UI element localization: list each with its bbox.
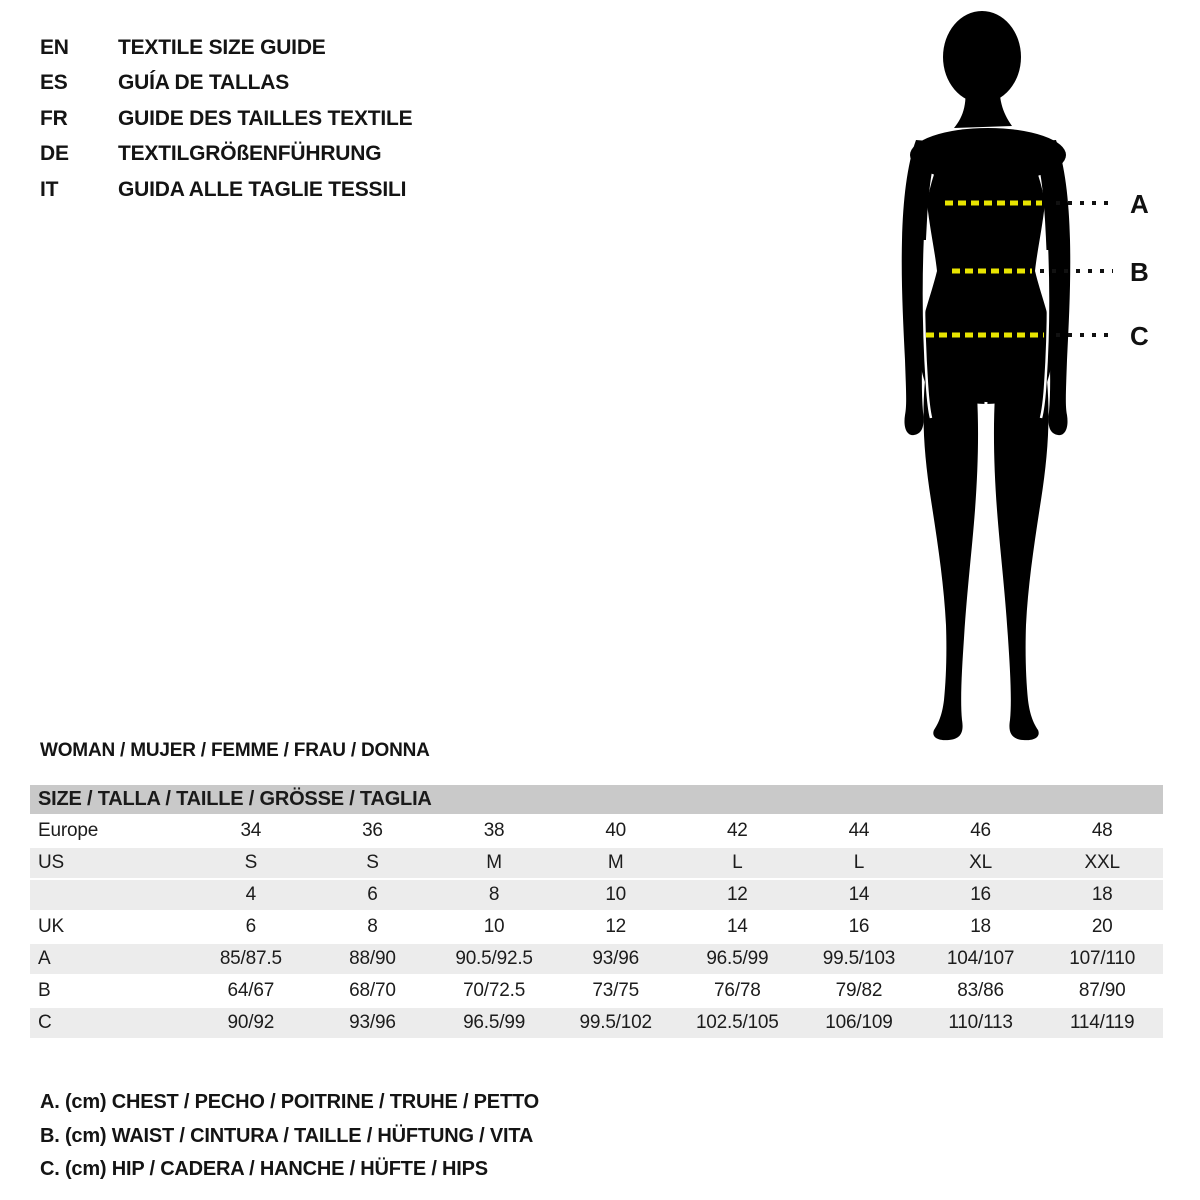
table-cell: 96.5/99 xyxy=(433,1007,555,1039)
table-cell: 10 xyxy=(555,879,677,911)
table-cell: 20 xyxy=(1041,911,1163,943)
row-label: C xyxy=(30,1007,190,1039)
table-cell: 14 xyxy=(677,911,799,943)
language-row xyxy=(40,137,412,173)
table-cell: 70/72.5 xyxy=(433,975,555,1007)
table-cell: 6 xyxy=(190,911,312,943)
table-cell: 102.5/105 xyxy=(677,1007,799,1039)
table-cell: 106/109 xyxy=(798,1007,920,1039)
table-cell: 8 xyxy=(433,879,555,911)
table-cell: 99.5/103 xyxy=(798,943,920,975)
table-row-waist-b xyxy=(30,975,1163,1007)
table-cell: 46 xyxy=(920,815,1042,847)
legend-line-chest: A. (cm) CHEST / PECHO / POITRINE / TRUHE / PETTO xyxy=(40,1091,539,1113)
table-cell: 96.5/99 xyxy=(677,943,799,975)
row-label: UK xyxy=(30,911,190,943)
row-label xyxy=(30,879,190,911)
size-table xyxy=(30,785,1163,1040)
table-cell: 18 xyxy=(920,911,1042,943)
woman-silhouette-figure xyxy=(860,0,1200,745)
table-cell: M xyxy=(555,847,677,879)
table-header-row xyxy=(30,785,1163,815)
table-cell: 99.5/102 xyxy=(555,1007,677,1039)
table-cell: 16 xyxy=(798,911,920,943)
table-cell: 10 xyxy=(433,911,555,943)
table-cell: 6 xyxy=(312,879,434,911)
table-cell: 85/87.5 xyxy=(190,943,312,975)
table-cell: 34 xyxy=(190,815,312,847)
table-cell: 40 xyxy=(555,815,677,847)
table-cell: 38 xyxy=(433,815,555,847)
guide-title-es: GUÍA DE TALLAS xyxy=(118,71,290,95)
language-code: EN xyxy=(40,35,69,59)
table-header: SIZE / TALLA / TAILLE / GRÖSSE / TAGLIA xyxy=(30,785,1163,815)
table-row-us-number xyxy=(30,879,1163,911)
marker-label-b: B xyxy=(1130,257,1149,287)
table-cell: 42 xyxy=(677,815,799,847)
language-code: IT xyxy=(40,177,59,201)
table-row-europe xyxy=(30,815,1163,847)
language-row xyxy=(40,66,412,102)
table-cell: 87/90 xyxy=(1041,975,1163,1007)
table-cell: 79/82 xyxy=(798,975,920,1007)
marker-label-a: A xyxy=(1130,189,1149,219)
guide-title-fr: GUIDE DES TAILLES TEXTILE xyxy=(118,106,413,130)
language-code: DE xyxy=(40,142,69,166)
table-cell: 36 xyxy=(312,815,434,847)
table-cell: 104/107 xyxy=(920,943,1042,975)
table-cell: 68/70 xyxy=(312,975,434,1007)
table-cell: M xyxy=(433,847,555,879)
table-cell: S xyxy=(190,847,312,879)
table-cell: 64/67 xyxy=(190,975,312,1007)
table-cell: 4 xyxy=(190,879,312,911)
table-cell: S xyxy=(312,847,434,879)
table-cell: 12 xyxy=(677,879,799,911)
table-cell: 14 xyxy=(798,879,920,911)
table-cell: 16 xyxy=(920,879,1042,911)
guide-title-de: TEXTILGRÖßENFÜHRUNG xyxy=(118,142,382,166)
row-label: A xyxy=(30,943,190,975)
table-row-us-letter xyxy=(30,847,1163,879)
table-cell: L xyxy=(677,847,799,879)
table-cell: 12 xyxy=(555,911,677,943)
table-cell: 110/113 xyxy=(920,1007,1042,1039)
marker-label-c: C xyxy=(1130,321,1149,351)
table-cell: 88/90 xyxy=(312,943,434,975)
legend-line-hip: C. (cm) HIP / CADERA / HANCHE / HÜFTE / HIPS xyxy=(40,1158,488,1180)
table-cell: 90.5/92.5 xyxy=(433,943,555,975)
table-cell: 93/96 xyxy=(312,1007,434,1039)
table-cell: 107/110 xyxy=(1041,943,1163,975)
table-cell: 48 xyxy=(1041,815,1163,847)
table-cell: L xyxy=(798,847,920,879)
language-row xyxy=(40,30,412,66)
table-cell: 93/96 xyxy=(555,943,677,975)
row-label: B xyxy=(30,975,190,1007)
table-cell: XXL xyxy=(1041,847,1163,879)
table-cell: 114/119 xyxy=(1041,1007,1163,1039)
table-cell: 44 xyxy=(798,815,920,847)
language-code: ES xyxy=(40,71,68,95)
guide-title-it: GUIDA ALLE TAGLIE TESSILI xyxy=(118,177,407,201)
legend-line-waist: B. (cm) WAIST / CINTURA / TAILLE / HÜFTUNG / VITA xyxy=(40,1124,534,1147)
section-title: WOMAN / MUJER / FEMME / FRAU / DONNA xyxy=(40,740,430,761)
language-title-list xyxy=(40,30,412,208)
table-cell: 8 xyxy=(312,911,434,943)
table-cell: 73/75 xyxy=(555,975,677,1007)
language-row xyxy=(40,101,412,137)
table-row-uk xyxy=(30,911,1163,943)
table-cell: 90/92 xyxy=(190,1007,312,1039)
row-label: US xyxy=(30,847,190,879)
table-cell: XL xyxy=(920,847,1042,879)
table-cell: 76/78 xyxy=(677,975,799,1007)
table-row-chest-a xyxy=(30,943,1163,975)
measurement-legend xyxy=(40,1086,539,1187)
language-code: FR xyxy=(40,106,68,130)
language-row xyxy=(40,172,412,208)
table-cell: 83/86 xyxy=(920,975,1042,1007)
table-cell: 18 xyxy=(1041,879,1163,911)
row-label: Europe xyxy=(30,815,190,847)
silhouette-svg xyxy=(860,0,1200,745)
guide-title-en: TEXTILE SIZE GUIDE xyxy=(118,35,326,59)
table-row-hip-c xyxy=(30,1007,1163,1039)
